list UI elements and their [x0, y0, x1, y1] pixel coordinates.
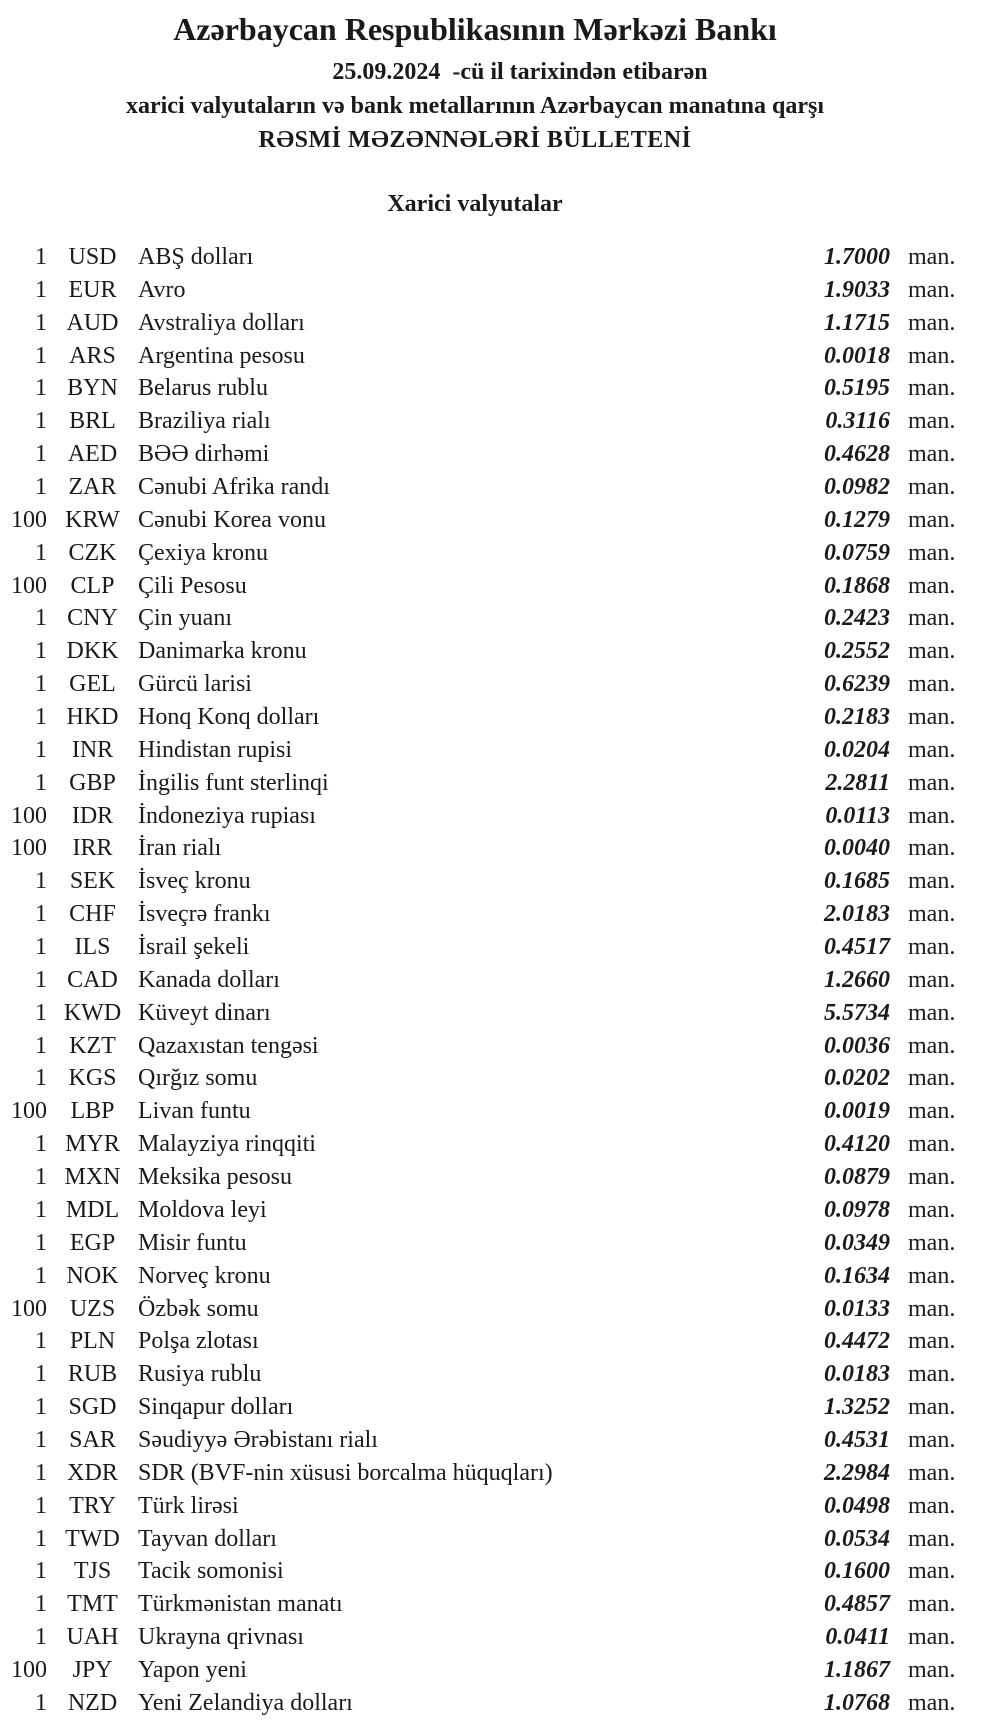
rate-cell: 1.2660	[824, 966, 890, 993]
currency-code-cell: BRL	[69, 408, 116, 435]
currency-name-cell: Türkmənistan manatı	[138, 1591, 343, 1618]
quantity-cell: 1	[35, 1394, 47, 1421]
currency-name-cell: Cənubi Korea vonu	[138, 506, 326, 533]
currency-name-cell: Braziliya rialı	[138, 408, 271, 435]
currency-code-cell: CLP	[70, 572, 115, 599]
unit-cell: man.	[908, 1164, 956, 1191]
currency-code-cell: KWD	[63, 999, 122, 1026]
currency-name-cell: Küveyt dinarı	[138, 999, 271, 1026]
table-row	[0, 1260, 970, 1293]
unit-cell: man.	[908, 802, 956, 829]
currency-code-cell: JPY	[72, 1656, 113, 1683]
quantity-cell: 100	[11, 1098, 47, 1125]
currency-code-cell: TRY	[69, 1492, 116, 1519]
quantity-cell: 1	[35, 901, 47, 928]
currency-code-cell: KZT	[69, 1032, 116, 1059]
rate-cell: 0.2423	[824, 605, 890, 632]
unit-cell: man.	[908, 966, 956, 993]
currency-code-cell: DKK	[66, 638, 119, 665]
currency-code-cell: ZAR	[68, 474, 117, 501]
quantity-cell: 1	[35, 1591, 47, 1618]
rate-cell: 0.1600	[824, 1558, 890, 1585]
table-row	[0, 405, 970, 438]
table-row	[0, 767, 970, 800]
currency-name-cell: SDR (BVF-nin xüsusi borcalma hüquqları)	[138, 1459, 553, 1486]
quantity-cell: 1	[35, 736, 47, 763]
rate-cell: 0.0183	[824, 1361, 890, 1388]
quantity-cell: 1	[35, 671, 47, 698]
rate-cell: 0.2183	[824, 704, 890, 731]
unit-cell: man.	[908, 309, 956, 336]
unit-cell: man.	[908, 1591, 956, 1618]
rate-cell: 0.4628	[824, 441, 890, 468]
currency-code-cell: MDL	[65, 1196, 120, 1223]
rate-cell: 0.0204	[824, 736, 890, 763]
unit-cell: man.	[908, 1361, 956, 1388]
quantity-cell: 1	[35, 1164, 47, 1191]
rates-table	[0, 241, 970, 1720]
unit-cell: man.	[908, 1689, 956, 1716]
table-row	[0, 668, 970, 701]
unit-cell: man.	[908, 868, 956, 895]
currency-code-cell: LBP	[70, 1098, 115, 1125]
rate-cell: 0.4857	[824, 1591, 890, 1618]
currency-name-cell: Türk lirəsi	[138, 1492, 239, 1519]
quantity-cell: 100	[11, 835, 47, 862]
quantity-cell: 100	[11, 506, 47, 533]
quantity-cell: 1	[35, 638, 47, 665]
rate-cell: 0.1868	[824, 572, 890, 599]
table-row	[0, 701, 970, 734]
table-row	[0, 1030, 970, 1063]
quantity-cell: 1	[35, 1525, 47, 1552]
currency-code-cell: XDR	[67, 1459, 118, 1486]
currency-code-cell: USD	[68, 244, 117, 270]
table-row	[0, 1457, 970, 1490]
quantity-cell: 1	[35, 1459, 47, 1486]
table-row	[0, 1555, 970, 1588]
unit-cell: man.	[908, 1229, 956, 1256]
rate-cell: 0.1279	[824, 506, 890, 533]
currency-code-cell: AED	[67, 441, 118, 468]
unit-cell: man.	[908, 605, 956, 632]
currency-code-cell: EGP	[69, 1229, 116, 1256]
currency-code-cell: AUD	[66, 309, 119, 336]
unit-cell: man.	[908, 1131, 956, 1158]
currency-name-cell: Yeni Zelandiya dolları	[138, 1689, 353, 1716]
rate-cell: 0.1685	[824, 868, 890, 895]
currency-name-cell: Avstraliya dolları	[138, 309, 305, 336]
unit-cell: man.	[908, 506, 956, 533]
table-row	[0, 340, 970, 373]
rate-cell: 0.4120	[824, 1131, 890, 1158]
table-row	[0, 1391, 970, 1424]
currency-code-cell: HKD	[66, 704, 119, 731]
unit-cell: man.	[908, 1098, 956, 1125]
page-title: Azərbaycan Respublikasının Mərkəzi Bankı	[173, 11, 777, 47]
table-row	[0, 1523, 970, 1556]
rate-cell: 0.2552	[824, 638, 890, 665]
currency-code-cell: SGD	[68, 1394, 117, 1421]
unit-cell: man.	[908, 474, 956, 501]
currency-code-cell: MXN	[64, 1164, 121, 1191]
unit-cell: man.	[908, 638, 956, 665]
table-row	[0, 800, 970, 833]
unit-cell: man.	[908, 1459, 956, 1486]
currency-code-cell: CZK	[68, 539, 117, 566]
currency-code-cell: IDR	[71, 802, 114, 829]
currency-name-cell: ABŞ dolları	[138, 244, 254, 270]
quantity-cell: 1	[35, 868, 47, 895]
table-row	[0, 471, 970, 504]
currency-code-cell: EUR	[68, 276, 117, 303]
table-row	[0, 307, 970, 340]
currency-code-cell: TWD	[65, 1525, 120, 1552]
rate-cell: 1.9033	[824, 276, 890, 303]
unit-cell: man.	[908, 1295, 956, 1322]
currency-name-cell: Honq Konq dolları	[138, 704, 320, 731]
quantity-cell: 1	[35, 244, 47, 270]
quantity-cell: 100	[11, 802, 47, 829]
table-row	[0, 570, 970, 603]
currency-name-cell: Meksika pesosu	[138, 1164, 292, 1191]
quantity-cell: 1	[35, 276, 47, 303]
unit-cell: man.	[908, 375, 956, 402]
rate-cell: 0.0133	[824, 1295, 890, 1322]
quantity-cell: 1	[35, 474, 47, 501]
bulletin-subtitle: xarici valyutaların və bank metallarının Azərbaycan manatına qarşı	[125, 93, 824, 119]
currency-code-cell: UAH	[66, 1624, 119, 1651]
unit-cell: man.	[908, 1656, 956, 1683]
rate-cell: 0.0349	[824, 1229, 890, 1256]
rate-cell: 0.0759	[824, 539, 890, 566]
table-row	[0, 1654, 970, 1687]
currency-name-cell: İran rialı	[138, 835, 222, 862]
currency-name-cell: Tayvan dolları	[138, 1525, 277, 1552]
currency-code-cell: ILS	[74, 934, 111, 961]
rate-cell: 0.0018	[824, 342, 890, 369]
rate-cell: 0.3116	[825, 408, 890, 435]
currency-name-cell: Tacik somonisi	[138, 1558, 284, 1585]
currency-name-cell: Misir funtu	[138, 1229, 247, 1256]
rate-cell: 0.4472	[824, 1328, 890, 1355]
currency-code-cell: ARS	[69, 342, 116, 369]
table-row	[0, 1325, 970, 1358]
currency-name-cell: Kanada dolları	[138, 966, 280, 993]
quantity-cell: 1	[35, 309, 47, 336]
currency-code-cell: PLN	[69, 1328, 116, 1355]
quantity-cell: 1	[35, 1624, 47, 1651]
currency-name-cell: Çin yuanı	[138, 605, 232, 632]
unit-cell: man.	[908, 244, 956, 270]
unit-cell: man.	[908, 1624, 956, 1651]
currency-name-cell: İndoneziya rupiası	[138, 802, 316, 829]
rate-cell: 0.0411	[825, 1624, 890, 1651]
unit-cell: man.	[908, 1394, 956, 1421]
unit-cell: man.	[908, 1328, 956, 1355]
rate-cell: 0.0982	[824, 474, 890, 501]
table-row	[0, 964, 970, 997]
rate-cell: 0.0113	[825, 802, 890, 829]
table-row	[0, 241, 970, 274]
unit-cell: man.	[908, 1032, 956, 1059]
unit-cell: man.	[908, 539, 956, 566]
currency-name-cell: Belarus rublu	[138, 375, 268, 402]
currency-code-cell: NOK	[66, 1262, 119, 1289]
currency-code-cell: UZS	[69, 1295, 116, 1322]
currency-name-cell: İsveçrə frankı	[138, 901, 271, 928]
quantity-cell: 1	[35, 966, 47, 993]
table-row	[0, 1293, 970, 1326]
quantity-cell: 1	[35, 1558, 47, 1585]
table-row	[0, 537, 970, 570]
currency-name-cell: Çili Pesosu	[138, 572, 247, 599]
quantity-cell: 1	[35, 1262, 47, 1289]
rate-cell: 2.2811	[825, 769, 890, 796]
quantity-cell: 1	[35, 934, 47, 961]
table-row	[0, 504, 970, 537]
unit-cell: man.	[908, 1196, 956, 1223]
currency-name-cell: Səudiyyə Ərəbistanı rialı	[138, 1426, 378, 1453]
unit-cell: man.	[908, 769, 956, 796]
currency-code-cell: SAR	[69, 1426, 116, 1453]
table-row	[0, 865, 970, 898]
currency-code-cell: CAD	[67, 966, 118, 993]
section-title-foreign-currencies: Xarici valyutalar	[387, 191, 563, 217]
quantity-cell: 1	[35, 1196, 47, 1223]
table-row	[0, 438, 970, 471]
rate-cell: 0.4517	[824, 934, 890, 961]
quantity-cell: 1	[35, 605, 47, 632]
rate-cell: 0.0534	[824, 1525, 890, 1552]
unit-cell: man.	[908, 999, 956, 1026]
currency-name-cell: Hindistan rupisi	[138, 736, 292, 763]
quantity-cell: 1	[35, 1328, 47, 1355]
unit-cell: man.	[908, 901, 956, 928]
unit-cell: man.	[908, 934, 956, 961]
currency-code-cell: KGS	[68, 1065, 117, 1092]
unit-cell: man.	[908, 671, 956, 698]
currency-name-cell: BƏƏ dirhəmi	[138, 441, 270, 468]
currency-name-cell: Sinqapur dolları	[138, 1394, 294, 1421]
rate-cell: 1.1867	[824, 1656, 890, 1683]
rate-cell: 0.0978	[824, 1196, 890, 1223]
quantity-cell: 1	[35, 408, 47, 435]
currency-name-cell: Livan funtu	[138, 1098, 251, 1125]
rate-cell: 0.0879	[824, 1164, 890, 1191]
rate-cell: 0.0498	[824, 1492, 890, 1519]
table-row	[0, 1062, 970, 1095]
quantity-cell: 100	[11, 1295, 47, 1322]
currency-name-cell: Qırğız somu	[138, 1065, 258, 1092]
currency-code-cell: NZD	[67, 1689, 118, 1716]
unit-cell: man.	[908, 1558, 956, 1585]
currency-name-cell: Cənubi Afrika randı	[138, 474, 330, 501]
rate-cell: 0.0019	[824, 1098, 890, 1125]
table-row	[0, 1588, 970, 1621]
table-row	[0, 832, 970, 865]
currency-name-cell: Moldova leyi	[138, 1196, 267, 1223]
table-row	[0, 602, 970, 635]
unit-cell: man.	[908, 835, 956, 862]
rate-cell: 2.2984	[824, 1459, 890, 1486]
table-row	[0, 1424, 970, 1457]
table-row	[0, 372, 970, 405]
unit-cell: man.	[908, 736, 956, 763]
quantity-cell: 1	[35, 999, 47, 1026]
unit-cell: man.	[908, 572, 956, 599]
currency-code-cell: MYR	[65, 1131, 120, 1158]
currency-name-cell: Malayziya rinqqiti	[138, 1131, 316, 1158]
table-row	[0, 1161, 970, 1194]
table-row	[0, 635, 970, 668]
rate-cell: 0.6239	[824, 671, 890, 698]
currency-name-cell: Özbək somu	[138, 1295, 259, 1322]
unit-cell: man.	[908, 1492, 956, 1519]
quantity-cell: 1	[35, 769, 47, 796]
currency-code-cell: IRR	[72, 835, 113, 862]
quantity-cell: 1	[35, 1065, 47, 1092]
table-row	[0, 931, 970, 964]
rate-cell: 0.4531	[824, 1426, 890, 1453]
currency-code-cell: TMT	[67, 1591, 118, 1618]
currency-name-cell: Argentina pesosu	[138, 342, 305, 369]
unit-cell: man.	[908, 1262, 956, 1289]
quantity-cell: 1	[35, 1689, 47, 1716]
currency-code-cell: GBP	[69, 769, 116, 796]
quantity-cell: 1	[35, 1426, 47, 1453]
rate-cell: 2.0183	[824, 901, 890, 928]
unit-cell: man.	[908, 342, 956, 369]
table-row	[0, 1194, 970, 1227]
currency-name-cell: Avro	[138, 276, 186, 303]
rate-cell: 0.1634	[824, 1262, 890, 1289]
rate-cell: 0.0036	[824, 1032, 890, 1059]
currency-name-cell: Rusiya rublu	[138, 1361, 262, 1388]
quantity-cell: 1	[35, 1131, 47, 1158]
rate-cell: 5.5734	[824, 999, 890, 1026]
currency-code-cell: SEK	[69, 868, 116, 895]
currency-name-cell: Danimarka kronu	[138, 638, 307, 665]
unit-cell: man.	[908, 704, 956, 731]
rate-cell: 1.3252	[824, 1394, 890, 1421]
currency-code-cell: KRW	[65, 506, 120, 533]
table-row	[0, 1621, 970, 1654]
bulletin-title: RƏSMİ MƏZƏNNƏLƏRİ BÜLLETENİ	[258, 127, 692, 153]
rate-cell: 1.1715	[824, 309, 890, 336]
unit-cell: man.	[908, 276, 956, 303]
currency-name-cell: İngilis funt sterlinqi	[138, 769, 329, 796]
table-row	[0, 1490, 970, 1523]
quantity-cell: 100	[11, 1656, 47, 1683]
currency-name-cell: Qazaxıstan tengəsi	[138, 1032, 319, 1059]
quantity-cell: 1	[35, 441, 47, 468]
table-row	[0, 997, 970, 1030]
unit-cell: man.	[908, 441, 956, 468]
currency-name-cell: Norveç kronu	[138, 1262, 271, 1289]
quantity-cell: 1	[35, 342, 47, 369]
unit-cell: man.	[908, 1065, 956, 1092]
currency-name-cell: Ukrayna qrivnası	[138, 1624, 304, 1651]
table-row	[0, 274, 970, 307]
effective-date-line: 25.09.2024 -cü il tarixindən etibarən	[332, 59, 708, 85]
unit-cell: man.	[908, 1525, 956, 1552]
table-row	[0, 1687, 970, 1720]
rate-cell: 0.0040	[824, 835, 890, 862]
table-row	[0, 1095, 970, 1128]
table-row	[0, 1358, 970, 1391]
currency-name-cell: Polşa zlotası	[138, 1328, 259, 1355]
rate-cell: 1.7000	[824, 244, 890, 270]
rate-cell: 0.5195	[824, 375, 890, 402]
table-row	[0, 1128, 970, 1161]
currency-code-cell: BYN	[67, 375, 118, 402]
quantity-cell: 1	[35, 539, 47, 566]
unit-cell: man.	[908, 408, 956, 435]
currency-name-cell: Çexiya kronu	[138, 539, 268, 566]
unit-cell: man.	[908, 1426, 956, 1453]
currency-code-cell: INR	[71, 736, 114, 763]
currency-code-cell: CHF	[69, 901, 116, 928]
currency-name-cell: İsrail şekeli	[138, 934, 250, 961]
quantity-cell: 1	[35, 1492, 47, 1519]
currency-code-cell: CNY	[67, 605, 118, 632]
quantity-cell: 1	[35, 1229, 47, 1256]
rate-cell: 0.0202	[824, 1065, 890, 1092]
currency-code-cell: RUB	[67, 1361, 118, 1388]
rate-cell: 1.0768	[824, 1689, 890, 1716]
quantity-cell: 1	[35, 1032, 47, 1059]
table-row	[0, 898, 970, 931]
table-row	[0, 734, 970, 767]
quantity-cell: 1	[35, 375, 47, 402]
currency-code-cell: TJS	[73, 1558, 112, 1585]
quantity-cell: 1	[35, 1361, 47, 1388]
currency-name-cell: Yapon yeni	[138, 1656, 247, 1683]
currency-code-cell: GEL	[69, 671, 116, 698]
currency-name-cell: İsveç kronu	[138, 868, 251, 895]
quantity-cell: 1	[35, 704, 47, 731]
quantity-cell: 100	[11, 572, 47, 599]
currency-name-cell: Gürcü larisi	[138, 671, 252, 698]
table-row	[0, 1227, 970, 1260]
